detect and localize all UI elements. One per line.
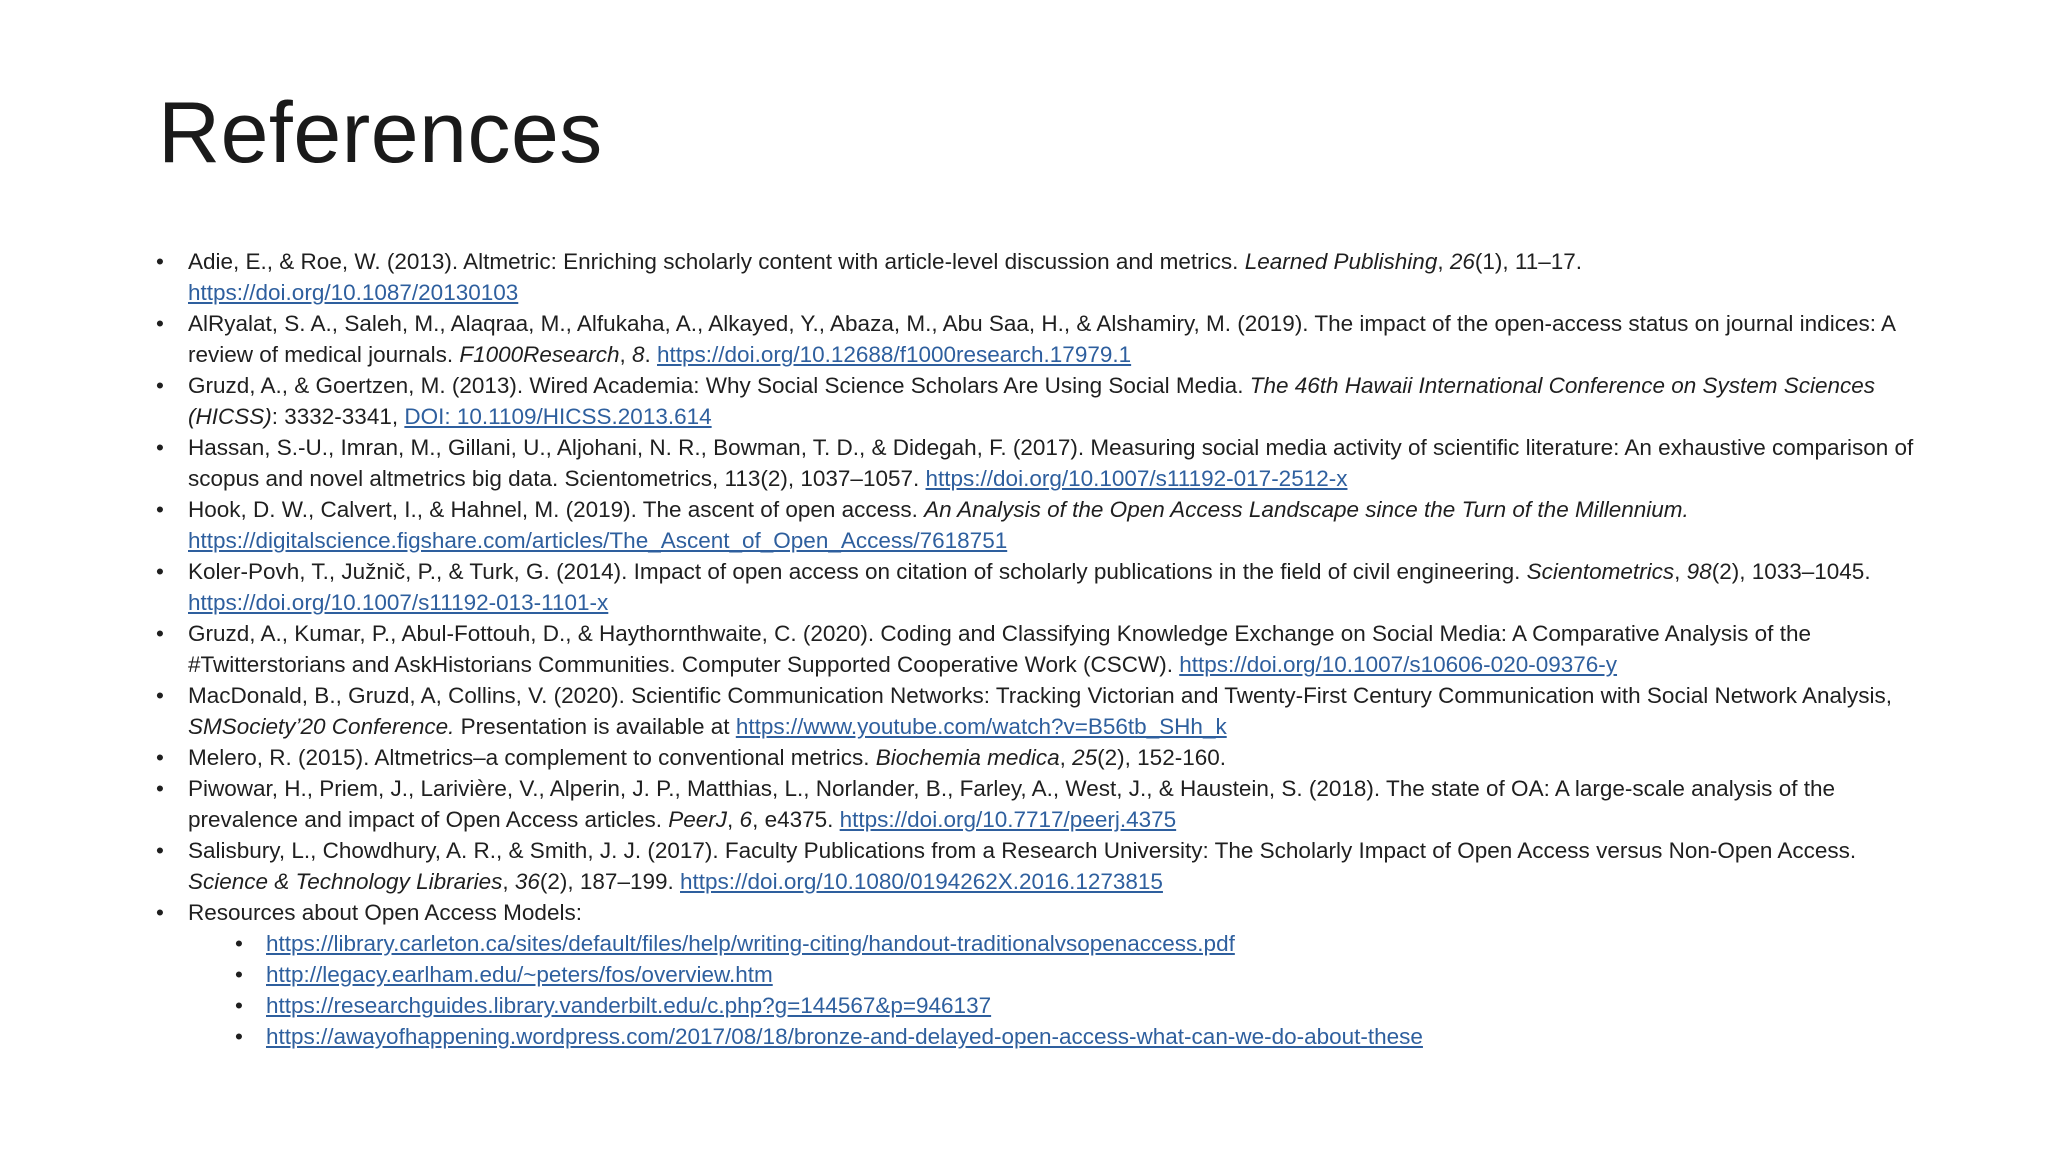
reference-item: • MacDonald, B., Gruzd, A, Collins, V. (2020). Scientific Communication Networks: Tracking Victorian and Twenty-First Century Communication with Social Network Analysis, SMSociety’20 Conference. Presentation is available at https://www.youtube.com/watch?v=B56tb_SHh_k xyxy=(154,680,1914,742)
resource-item xyxy=(266,990,1914,1021)
reference-link[interactable]: https://doi.org/10.12688/f1000research.17979.1 xyxy=(657,342,1132,367)
reference-item: • Hook, D. W., Calvert, I., & Hahnel, M. (2019). The ascent of open access. An Analysis of the Open Access Landscape since the Turn of the Millennium. https://digitalscience.figshare.com/articles/The_Ascent_of_Open_Access/7618751 xyxy=(154,494,1914,556)
reference-item: • Piwowar, H., Priem, J., Larivière, V., Alperin, J. P., Matthias, L., Norlander, B., Farley, A., West, J., & Haustein, S. (2018). The state of OA: A large-scale analysis of the prevalence and impact of Open Access articles. PeerJ, 6, e4375. https://doi.org/10.7717/peerj.4375 xyxy=(154,773,1914,835)
reference-link[interactable]: https://doi.org/10.1087/20130103 xyxy=(188,280,519,305)
reference-item: • Gruzd, A., & Goertzen, M. (2013). Wired Academia: Why Social Science Scholars Are Using Social Media. The 46th Hawaii International Conference on System Sciences (HICSS): 3332-3341, DOI: 10.1109/HICSS.2013.614 xyxy=(154,370,1914,432)
reference-item: • Gruzd, A., Kumar, P., Abul-Fottouh, D., & Haythornthwaite, C. (2020). Coding and Classifying Knowledge Exchange on Social Media: A Comparative Analysis of the #Twitterstorians and AskHistorians Communities. Computer Supported Cooperative Work (CSCW). https://doi.org/10.1007/s10606-020-09376-y xyxy=(154,618,1914,680)
reference-item: • Melero, R. (2015). Altmetrics–a complement to conventional metrics. Biochemia medica, 25(2), 152-160. xyxy=(154,742,1914,773)
resource-link[interactable]: https://awayofhappening.wordpress.com/2017/08/18/bronze-and-delayed-open-access-what-can-we-do-about-these xyxy=(266,1024,1423,1049)
resources-label: Resources about Open Access Models: xyxy=(188,900,582,925)
reference-link[interactable]: DOI: 10.1109/HICSS.2013.614 xyxy=(404,404,712,429)
reference-link[interactable]: https://doi.org/10.1007/s11192-013-1101-x xyxy=(188,590,609,615)
reference-item: • Hassan, S.-U., Imran, M., Gillani, U., Aljohani, N. R., Bowman, T. D., & Didegah, F. (2017). Measuring social media activity of scientific literature: An exhaustive comparison of scopus and novel altmetrics big data. Scientometrics, 113(2), 1037–1057. https://doi.org/10.1007/s11192-017-2512-x xyxy=(154,432,1914,494)
reference-item: • AlRyalat, S. A., Saleh, M., Alaqraa, M., Alfukaha, A., Alkayed, Y., Abaza, M., Abu Saa, H., & Alshamiry, M. (2019). The impact of the open-access status on journal indices: A review of medical journals. F1000Research, 8. https://doi.org/10.12688/f1000research.17979.1 xyxy=(154,308,1914,370)
resource-item xyxy=(266,928,1914,959)
resource-item xyxy=(266,1021,1914,1052)
reference-item: • Salisbury, L., Chowdhury, A. R., & Smith, J. J. (2017). Faculty Publications from a Research University: The Scholarly Impact of Open Access versus Non-Open Access. Science & Technology Libraries, 36(2), 187–199. https://doi.org/10.1080/0194262X.2016.1273815 xyxy=(154,835,1914,897)
reference-link[interactable]: https://www.youtube.com/watch?v=B56tb_SHh_k xyxy=(735,714,1227,739)
reference-link[interactable]: https://doi.org/10.7717/peerj.4375 xyxy=(839,807,1177,832)
resources-sublist xyxy=(188,928,1914,1052)
resource-link[interactable]: https://researchguides.library.vanderbilt.edu/c.php?g=144567&p=946137 xyxy=(266,993,992,1018)
reference-link[interactable]: https://doi.org/10.1007/s10606-020-09376-y xyxy=(1179,652,1618,677)
resource-link[interactable]: https://library.carleton.ca/sites/default/files/help/writing-citing/handout-traditionalvsopenaccess.pdf xyxy=(266,931,1235,956)
resource-link[interactable]: http://legacy.earlham.edu/~peters/fos/overview.htm xyxy=(266,962,773,987)
slide-title: References xyxy=(158,85,603,181)
resources-item xyxy=(154,897,1914,1052)
reference-link[interactable]: https://digitalscience.figshare.com/articles/The_Ascent_of_Open_Access/7618751 xyxy=(188,528,1008,553)
reference-link[interactable]: https://doi.org/10.1007/s11192-017-2512-x xyxy=(925,466,1348,491)
resource-item xyxy=(266,959,1914,990)
reference-link[interactable]: https://doi.org/10.1080/0194262X.2016.1273815 xyxy=(680,869,1163,894)
reference-list xyxy=(154,246,1914,1052)
reference-item: • Koler-Povh, T., Južnič, P., & Turk, G. (2014). Impact of open access on citation of scholarly publications in the field of civil engineering. Scientometrics, 98(2), 1033–1045. https://doi.org/10.1007/s11192-013-1101-x xyxy=(154,556,1914,618)
reference-item: • Adie, E., & Roe, W. (2013). Altmetric: Enriching scholarly content with article-level discussion and metrics. Learned Publishing, 26(1), 11–17. https://doi.org/10.1087/20130103 xyxy=(154,246,1914,308)
